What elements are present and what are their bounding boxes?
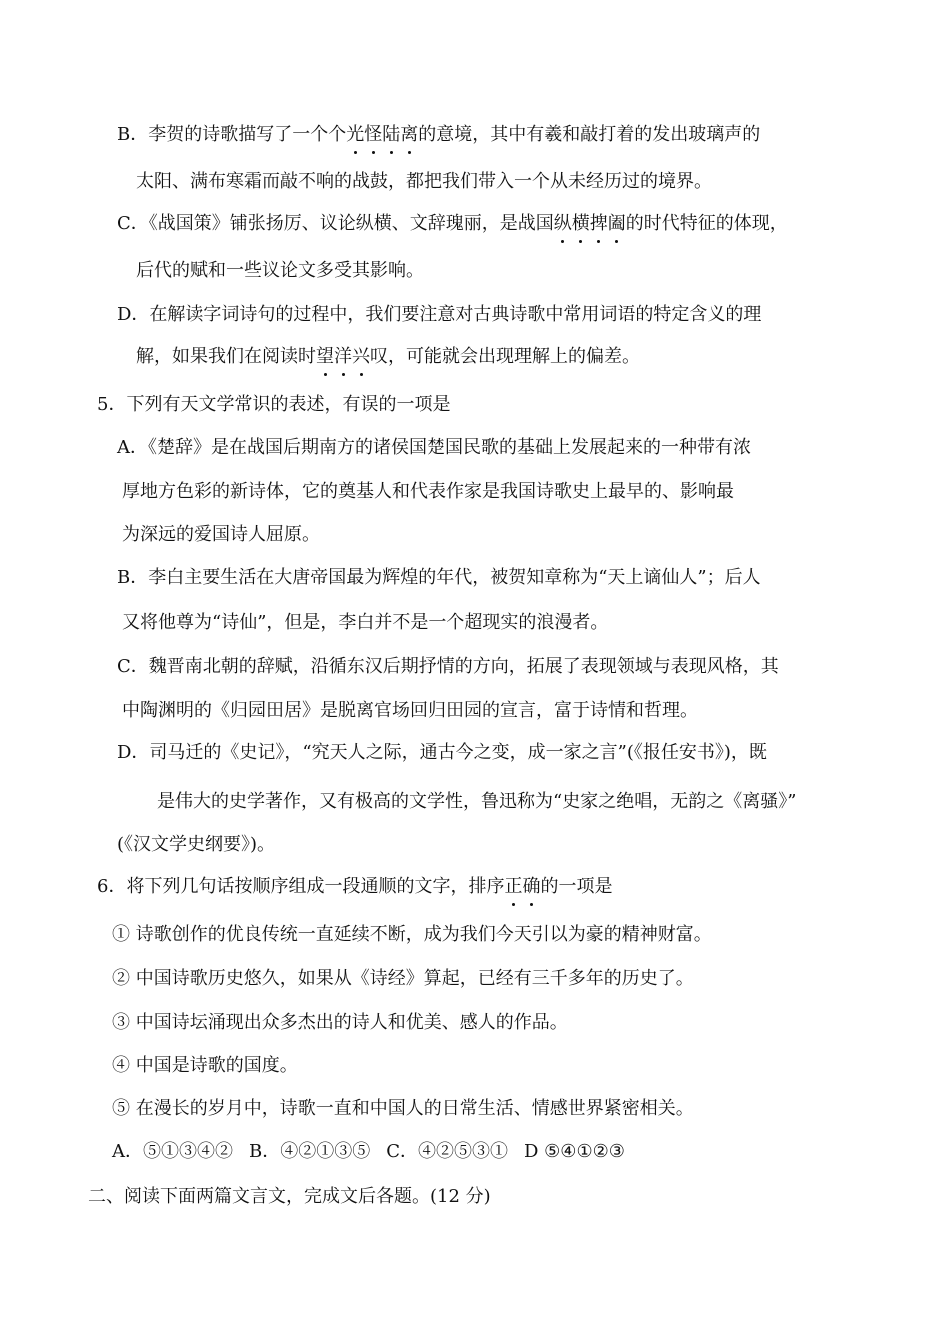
q5-option-d-line-1: D．司马迁的《史记》，“究天人之际，通古今之变，成一家之言”(《报任安书》)，既 bbox=[117, 742, 767, 763]
emphasis-char: 洋 bbox=[334, 346, 352, 367]
q6-option-a: A．⑤①③④② bbox=[112, 1141, 233, 1162]
q6-option-c: C．④②⑤③① bbox=[386, 1141, 509, 1162]
q4-option-b-line-2: 太阳、满布寒霜而敲不响的战鼓，都把我们带入一个从未经历过的境界。 bbox=[136, 171, 712, 192]
emphasis-char: 离 bbox=[400, 124, 419, 145]
q4-option-c-line-2: 后代的赋和一些议论文多受其影响。 bbox=[136, 260, 424, 281]
q6-option-b: B．④②①③⑤ bbox=[249, 1141, 371, 1162]
q5-option-a-line-2: 厚地方色彩的新诗体，它的奠基人和代表作家是我国诗歌史上最早的、影响最 bbox=[122, 481, 734, 502]
q5-option-b-line-2: 又将他尊为“诗仙”，但是，李白并不是一个超现实的浪漫者。 bbox=[122, 612, 609, 633]
q5-option-c-line-2: 中陶渊明的《归园田居》是脱离官场回归田园的宣言，富于诗情和哲理。 bbox=[122, 700, 698, 721]
q5-stem: 5．下列有天文学常识的表述，有误的一项是 bbox=[97, 394, 451, 415]
q5-option-d-line-3: (《汉文学史纲要》)。 bbox=[117, 834, 276, 855]
q6-sentence-5: ⑤ 在漫长的岁月中，诗歌一直和中国人的日常生活、情感世界紧密相关。 bbox=[112, 1098, 694, 1119]
emphasis-char: 陆 bbox=[382, 124, 401, 145]
emphasis-char: 确 bbox=[522, 876, 541, 897]
emphasis-char: 望 bbox=[316, 346, 334, 367]
emphasis-dots-text bbox=[316, 346, 370, 367]
emphasis-char: 阖 bbox=[607, 213, 626, 234]
q6-option-d: D ⑤④①②③ bbox=[524, 1141, 625, 1162]
q4-option-c-line-1: C．《战国策》铺张扬厉、议论纵横、文辞瑰丽，是战国纵横捭阖的时代特征的体现， bbox=[117, 213, 788, 234]
emphasis-char: 捭 bbox=[589, 213, 608, 234]
q4-option-d-line-2: 解，如果我们在阅读时望洋兴叹，可能就会出现理解上的偏差。 bbox=[136, 346, 640, 367]
emphasis-dots-text bbox=[504, 876, 540, 897]
q4-option-d-line-1: D．在解读字词诗句的过程中，我们要注意对古典诗歌中常用词语的特定含义的理 bbox=[117, 304, 762, 325]
section-2-heading: 二、阅读下面两篇文言文，完成文后各题。(12 分) bbox=[88, 1186, 491, 1207]
q5-option-d-line-2: 是伟大的史学著作，又有极高的文学性，鲁迅称为“史家之绝唱，无韵之《离骚》” bbox=[157, 791, 797, 812]
emphasis-char: 光 bbox=[346, 124, 365, 145]
emphasis-char: 横 bbox=[571, 213, 590, 234]
emphasis-char: 兴 bbox=[352, 346, 370, 367]
q6-sentence-4: ④ 中国是诗歌的国度。 bbox=[112, 1055, 298, 1076]
emphasis-dots-text bbox=[346, 124, 418, 145]
q6-sentence-3: ③ 中国诗坛涌现出众多杰出的诗人和优美、感人的作品。 bbox=[112, 1012, 568, 1033]
q6-options bbox=[112, 1140, 625, 1164]
q5-option-a-line-1: A．《楚辞》是在战国后期南方的诸侯国楚国民歌的基础上发展起来的一种带有浓 bbox=[117, 437, 751, 458]
q6-sentence-2: ② 中国诗歌历史悠久，如果从《诗经》算起，已经有三千多年的历史了。 bbox=[112, 968, 694, 989]
q5-option-a-line-3: 为深远的爱国诗人屈原。 bbox=[122, 524, 320, 545]
q5-option-b-line-1: B．李白主要生活在大唐帝国最为辉煌的年代，被贺知章称为“天上谪仙人”；后人 bbox=[117, 567, 761, 588]
q6-sentence-1: ① 诗歌创作的优良传统一直延续不断，成为我们今天引以为豪的精神财富。 bbox=[112, 924, 712, 945]
emphasis-char: 纵 bbox=[553, 213, 572, 234]
emphasis-dots-text bbox=[554, 213, 626, 234]
emphasis-char: 怪 bbox=[364, 124, 383, 145]
q6-stem: 6．将下列几句话按顺序组成一段通顺的文字，排序正确的一项是 bbox=[97, 876, 613, 897]
q4-option-b-line-1: B．李贺的诗歌描写了一个个光怪陆离的意境，其中有羲和敲打着的发出玻璃声的 bbox=[117, 124, 761, 145]
q5-option-c-line-1: C．魏晋南北朝的辞赋，沿循东汉后期抒情的方向，拓展了表现领域与表现风格，其 bbox=[117, 656, 779, 677]
emphasis-char: 正 bbox=[504, 876, 523, 897]
